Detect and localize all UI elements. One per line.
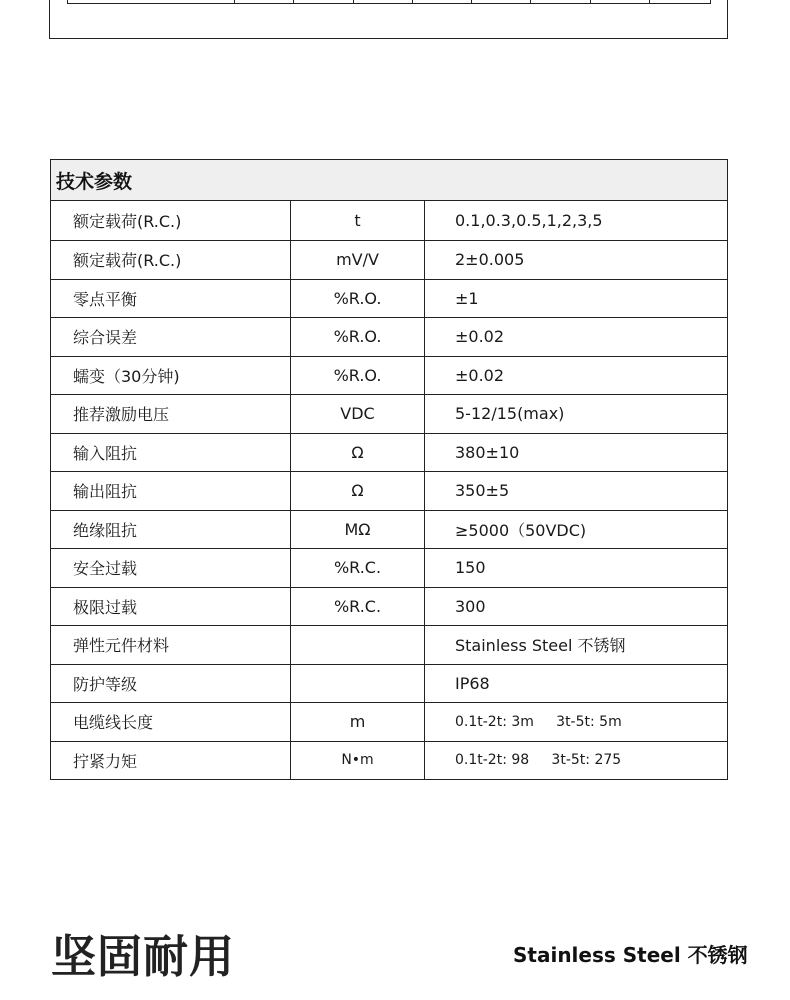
param-value: 2±0.005 <box>425 241 728 280</box>
param-unit <box>291 664 425 703</box>
param-value: Stainless Steel 不锈钢 <box>425 626 728 665</box>
param-name: 额定载荷(R.C.) <box>51 201 291 241</box>
param-value: ±0.02 <box>425 318 728 357</box>
table-row <box>51 356 728 395</box>
param-name: 弹性元件材料 <box>51 626 291 665</box>
grid-line <box>471 0 472 3</box>
grid-line <box>590 0 591 3</box>
param-unit: %R.C. <box>291 587 425 626</box>
material-label: Stainless Steel 不锈钢 <box>513 943 748 967</box>
param-unit: MΩ <box>291 510 425 549</box>
param-unit: t <box>291 201 425 241</box>
table-row <box>51 241 728 280</box>
table-row <box>51 395 728 434</box>
grid-line <box>353 0 354 3</box>
table-row <box>51 741 728 780</box>
param-value: ±1 <box>425 279 728 318</box>
previous-table-grid <box>67 0 711 4</box>
table-row <box>51 549 728 588</box>
feature-heading: 坚固耐用 <box>51 930 236 983</box>
param-name: 额定载荷(R.C.) <box>51 241 291 280</box>
param-name: 拧紧力矩 <box>51 741 291 780</box>
param-name: 零点平衡 <box>51 279 291 318</box>
param-unit: %R.O. <box>291 318 425 357</box>
table-row <box>51 201 728 241</box>
param-value: IP68 <box>425 664 728 703</box>
param-unit: mV/V <box>291 241 425 280</box>
table-row <box>51 472 728 511</box>
param-unit: %R.O. <box>291 279 425 318</box>
table-row <box>51 587 728 626</box>
param-value: ≥5000（50VDC) <box>425 510 728 549</box>
previous-table-frame <box>49 0 728 39</box>
param-name: 极限过载 <box>51 587 291 626</box>
param-value: 380±10 <box>425 433 728 472</box>
param-value: 5-12/15(max) <box>425 395 728 434</box>
param-unit <box>291 626 425 665</box>
table-row <box>51 703 728 742</box>
param-name: 电缆线长度 <box>51 703 291 742</box>
param-value: 350±5 <box>425 472 728 511</box>
table-row <box>51 626 728 665</box>
param-value: 300 <box>425 587 728 626</box>
param-value: 0.1,0.3,0.5,1,2,3,5 <box>425 201 728 241</box>
param-name: 输出阻抗 <box>51 472 291 511</box>
param-unit: Ω <box>291 472 425 511</box>
param-unit: VDC <box>291 395 425 434</box>
param-name: 绝缘阻抗 <box>51 510 291 549</box>
param-name: 输入阻抗 <box>51 433 291 472</box>
param-value: 0.1t-2t: 98 3t-5t: 275 <box>425 741 728 780</box>
grid-line <box>234 0 235 3</box>
spec-table <box>50 159 728 780</box>
param-unit: %R.O. <box>291 356 425 395</box>
param-unit: Ω <box>291 433 425 472</box>
grid-line <box>293 0 294 3</box>
grid-line <box>649 0 650 3</box>
table-row <box>51 664 728 703</box>
table-row <box>51 279 728 318</box>
param-name: 综合误差 <box>51 318 291 357</box>
param-name: 推荐激励电压 <box>51 395 291 434</box>
param-name: 防护等级 <box>51 664 291 703</box>
table-row <box>51 433 728 472</box>
param-unit: %R.C. <box>291 549 425 588</box>
spec-table-title: 技术参数 <box>51 160 728 201</box>
param-value: ±0.02 <box>425 356 728 395</box>
table-row <box>51 510 728 549</box>
table-row <box>51 318 728 357</box>
param-unit: m <box>291 703 425 742</box>
grid-line <box>412 0 413 3</box>
param-value: 0.1t-2t: 3m 3t-5t: 5m <box>425 703 728 742</box>
param-value: 150 <box>425 549 728 588</box>
param-name: 蠕变（30分钟) <box>51 356 291 395</box>
grid-line <box>530 0 531 3</box>
param-unit: N•m <box>291 741 425 780</box>
param-name: 安全过载 <box>51 549 291 588</box>
